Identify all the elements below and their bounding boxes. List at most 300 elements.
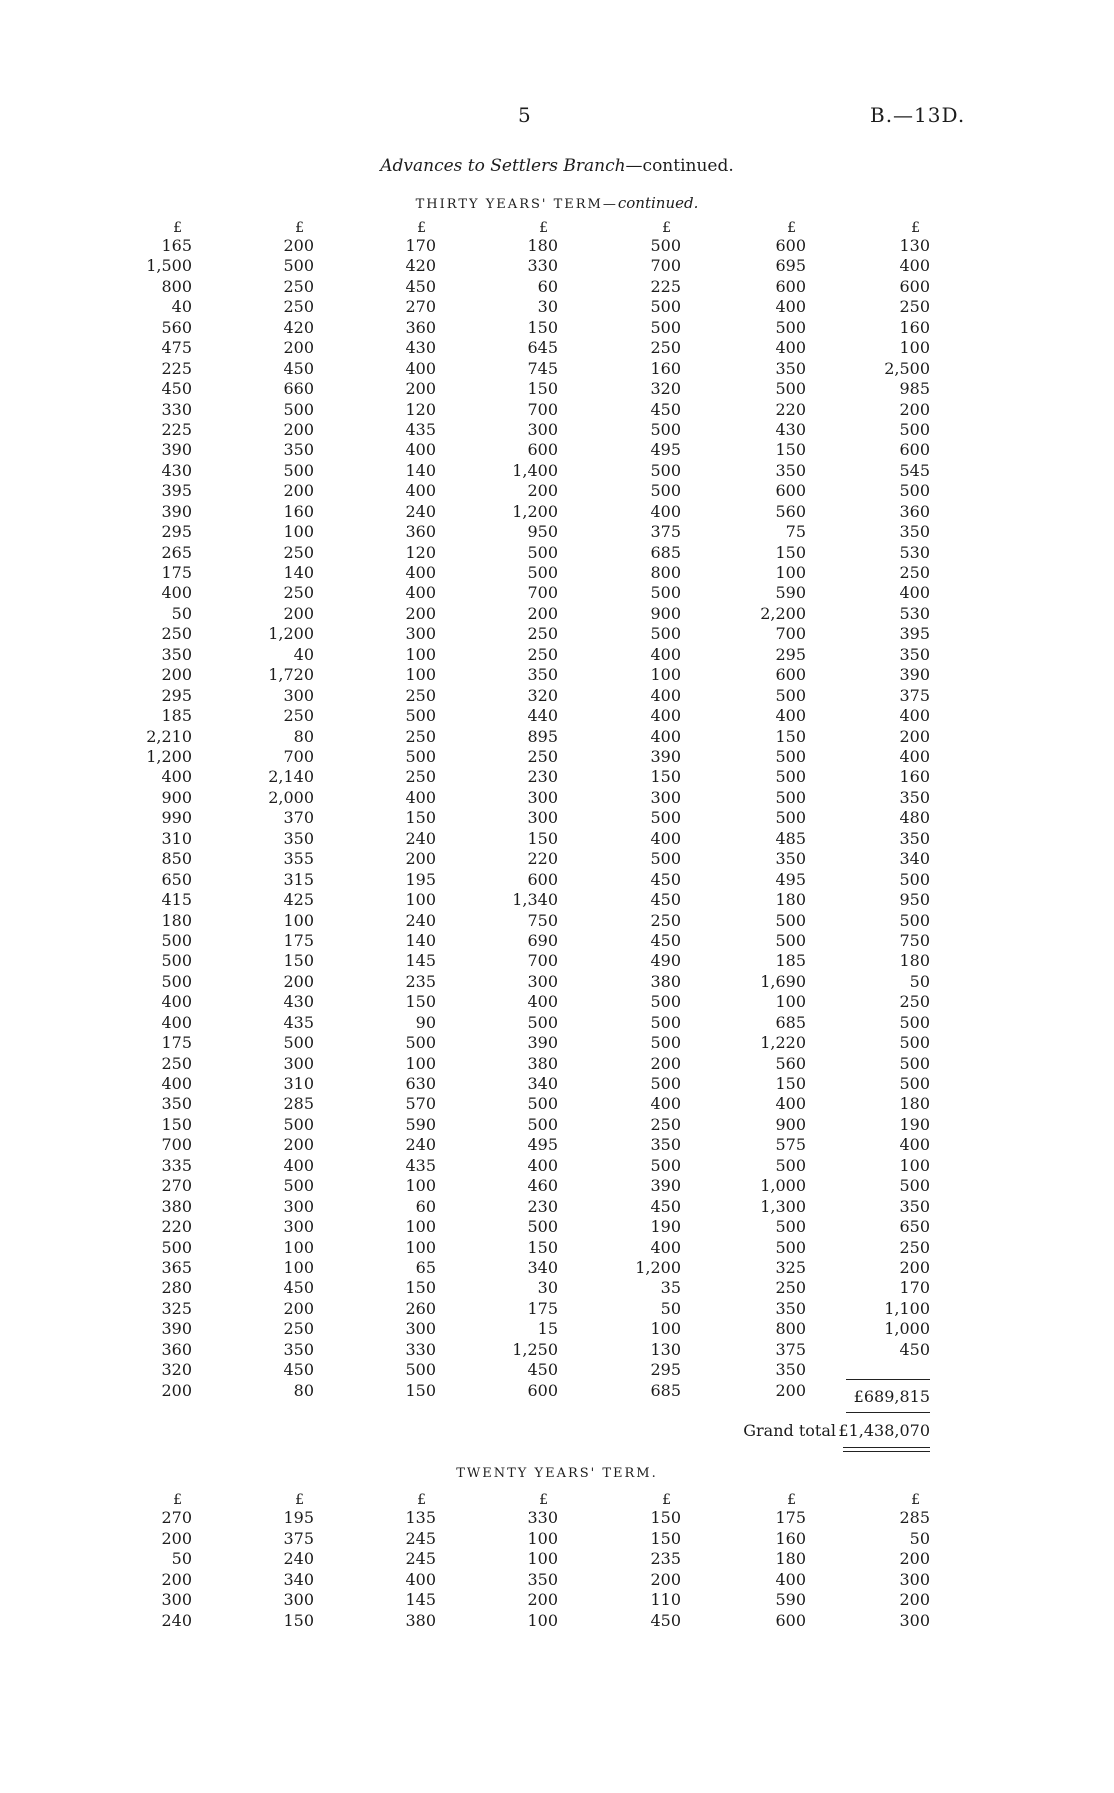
amount-cell: 400 (161, 767, 192, 787)
amount-cell: 400 (775, 297, 806, 317)
amount-cell: 30 (537, 297, 558, 317)
amount-cell: 350 (775, 1298, 806, 1318)
amount-cell: 335 (161, 1155, 192, 1175)
amount-cell: 750 (527, 910, 558, 930)
amount-cell: 245 (405, 1528, 436, 1548)
amount-cell: 485 (775, 828, 806, 848)
page-number: 5 (518, 103, 531, 127)
amount-cell: 150 (775, 1074, 806, 1094)
grand-total-top-rule (846, 1412, 930, 1413)
amount-cell: 200 (650, 1569, 681, 1589)
amount-cell: 250 (527, 624, 558, 644)
amount-cell: 250 (161, 624, 192, 644)
amount-cell: 230 (527, 1196, 558, 1216)
amount-cell: 340 (527, 1074, 558, 1094)
amount-cell: 400 (405, 358, 436, 378)
amount-cell: 500 (650, 297, 681, 317)
amount-cell: 1,200 (635, 1258, 681, 1277)
amount-cell: 500 (283, 256, 314, 276)
amount-cell: 50 (909, 971, 930, 991)
amount-cell: 200 (899, 1258, 930, 1277)
heading-title: Advances to Settlers Branch (380, 156, 626, 176)
amount-cell: 150 (283, 1611, 314, 1630)
amount-cell: 745 (527, 358, 558, 378)
amount-cell: 350 (650, 1135, 681, 1155)
grand-total-double-rule-2 (843, 1451, 930, 1452)
amount-cell: 2,140 (268, 767, 314, 787)
amount-cell: 1,250 (512, 1339, 558, 1359)
amount-cell: 250 (650, 910, 681, 930)
amount-cell: 40 (171, 297, 192, 317)
amount-cell: 360 (161, 1339, 192, 1359)
amount-cell: 400 (650, 828, 681, 848)
amount-cell: 90 (415, 1012, 436, 1032)
amount-cell: 160 (283, 501, 314, 521)
amount-cell: 300 (405, 624, 436, 644)
amount-cell: 695 (775, 256, 806, 276)
amount-cell: 500 (775, 910, 806, 930)
amount-cell: 250 (283, 706, 314, 726)
subtotal-rule (846, 1379, 930, 1380)
amount-cell: 160 (899, 767, 930, 787)
amount-cell: 250 (405, 685, 436, 705)
amount-cell: 495 (775, 869, 806, 889)
amount-cell: 150 (527, 828, 558, 848)
amount-cell: 150 (405, 992, 436, 1012)
amount-cell: 450 (283, 358, 314, 378)
amount-cell: 450 (405, 276, 436, 296)
amount-cell: 100 (650, 665, 681, 685)
amount-cell: 450 (283, 1278, 314, 1298)
amount-cell: 200 (161, 1380, 192, 1400)
amount-cell: 425 (283, 890, 314, 910)
amount-cell: 460 (527, 1176, 558, 1196)
amount-cell: 180 (899, 1094, 930, 1114)
grand-total-value: £1,438,070 (838, 1421, 930, 1440)
amount-cell: 150 (283, 951, 314, 971)
amount-cell: 100 (405, 665, 436, 685)
amount-cell: 600 (527, 440, 558, 460)
amount-cell: 350 (899, 1196, 930, 1216)
amount-cell: 360 (405, 317, 436, 337)
amount-cell: 400 (405, 583, 436, 603)
amount-cell: 140 (405, 930, 436, 950)
amount-cell: 200 (161, 665, 192, 685)
amount-cell: 480 (899, 808, 930, 828)
amount-cell: 200 (405, 849, 436, 869)
amount-cell: 500 (283, 1114, 314, 1134)
amount-cell: 285 (283, 1094, 314, 1114)
amount-cell: 690 (527, 930, 558, 950)
amount-cell: 50 (660, 1298, 681, 1318)
amount-cell: 250 (899, 1237, 930, 1257)
amount-cell: 500 (650, 992, 681, 1012)
amount-cell: 150 (527, 379, 558, 399)
amount-cell: 200 (283, 338, 314, 358)
amount-cell: 220 (161, 1217, 192, 1237)
currency-symbol: £ (295, 1492, 304, 1508)
amount-cell: 2,210 (146, 726, 192, 746)
amount-cell: 355 (283, 849, 314, 869)
amount-cell: 500 (650, 317, 681, 337)
amount-cell: 50 (171, 1549, 192, 1569)
amount-cell: 400 (650, 1237, 681, 1257)
amount-cell: 50 (909, 1528, 930, 1548)
amount-cell: 400 (775, 1094, 806, 1114)
amount-cell: 200 (527, 1590, 558, 1610)
amount-cell: 420 (405, 256, 436, 276)
amount-cell: 600 (527, 1380, 558, 1400)
amount-cell: 500 (527, 542, 558, 562)
amount-cell: 100 (283, 910, 314, 930)
amount-cell: 750 (899, 930, 930, 950)
amount-cell: 350 (899, 787, 930, 807)
amount-cell: 600 (775, 236, 806, 255)
amount-cell: 110 (650, 1590, 681, 1610)
amount-cell: 195 (283, 1508, 314, 1527)
amount-cell: 400 (899, 1135, 930, 1155)
amount-cell: 130 (650, 1339, 681, 1359)
amount-cell: 1,340 (512, 890, 558, 910)
amount-cell: 900 (161, 787, 192, 807)
amount-cell: 175 (775, 1508, 806, 1527)
amount-cell: 165 (161, 236, 192, 255)
amount-cell: 400 (405, 787, 436, 807)
amount-cell: 100 (405, 644, 436, 664)
amount-cell: 320 (650, 379, 681, 399)
amount-cell: 175 (161, 563, 192, 583)
amount-cell: 500 (775, 379, 806, 399)
amount-cell: 190 (899, 1114, 930, 1134)
amount-cell: 800 (775, 1319, 806, 1339)
amount-cell: 100 (527, 1528, 558, 1548)
amount-cell: 340 (283, 1569, 314, 1589)
amount-cell: 500 (650, 583, 681, 603)
amount-cell: 310 (283, 1074, 314, 1094)
amount-cell: 250 (283, 297, 314, 317)
twenty-years-heading: TWENTY YEARS' TERM. (456, 1466, 658, 1481)
amount-cell: 400 (650, 1094, 681, 1114)
amount-cell: 450 (161, 379, 192, 399)
thirty-heading-continued: continued. (617, 194, 699, 212)
amount-cell: 330 (161, 399, 192, 419)
amount-cell: 400 (650, 726, 681, 746)
amount-cell: 450 (899, 1339, 930, 1359)
amount-cell: 265 (161, 542, 192, 562)
amount-cell: 700 (527, 583, 558, 603)
amount-cell: 100 (283, 522, 314, 542)
amount-cell: 350 (527, 665, 558, 685)
amount-cell: 350 (899, 522, 930, 542)
amount-cell: 150 (650, 767, 681, 787)
amount-cell: 390 (650, 747, 681, 766)
amount-cell: 200 (283, 419, 314, 439)
amount-cell: 40 (293, 644, 314, 664)
amount-cell: 15 (537, 1319, 558, 1339)
amount-cell: 500 (650, 481, 681, 501)
amount-cell: 500 (161, 971, 192, 991)
amount-cell: 400 (405, 481, 436, 501)
amount-cell: 150 (650, 1528, 681, 1548)
amount-cell: 495 (650, 440, 681, 460)
amount-cell: 850 (161, 849, 192, 869)
amount-cell: 300 (283, 1590, 314, 1610)
amount-cell: 500 (527, 1094, 558, 1114)
amount-cell: 450 (650, 869, 681, 889)
amount-cell: 180 (161, 910, 192, 930)
amount-cell: 200 (899, 1549, 930, 1569)
amount-cell: 350 (775, 849, 806, 869)
amount-cell: 600 (527, 869, 558, 889)
amount-cell: 200 (283, 1298, 314, 1318)
grand-total-label: Grand total (743, 1421, 836, 1440)
amount-cell: 250 (650, 1114, 681, 1134)
amount-cell: 375 (775, 1339, 806, 1359)
amount-cell: 100 (899, 1155, 930, 1175)
amount-cell: 350 (527, 1569, 558, 1589)
amount-cell: 500 (775, 685, 806, 705)
amount-cell: 950 (899, 890, 930, 910)
amount-cell: 650 (161, 869, 192, 889)
amount-cell: 685 (650, 1380, 681, 1400)
amount-cell: 100 (899, 338, 930, 358)
amount-cell: 300 (650, 787, 681, 807)
amount-cell: 450 (527, 1360, 558, 1380)
amount-cell: 430 (405, 338, 436, 358)
amount-cell: 500 (650, 1012, 681, 1032)
amount-cell: 1,720 (268, 665, 314, 685)
amount-cell: 450 (283, 1360, 314, 1380)
amount-cell: 1,400 (512, 460, 558, 480)
amount-cell: 220 (527, 849, 558, 869)
amount-cell: 560 (775, 1053, 806, 1073)
amount-cell: 500 (775, 1155, 806, 1175)
amount-cell: 2,500 (884, 358, 930, 378)
amount-cell: 400 (161, 583, 192, 603)
amount-cell: 350 (161, 644, 192, 664)
amount-cell: 320 (527, 685, 558, 705)
amount-cell: 500 (283, 399, 314, 419)
amount-cell: 320 (161, 1360, 192, 1380)
amount-cell: 375 (283, 1528, 314, 1548)
amount-cell: 195 (405, 869, 436, 889)
amount-cell: 2,200 (760, 603, 806, 623)
amount-cell: 135 (405, 1508, 436, 1527)
amount-cell: 380 (650, 971, 681, 991)
amount-cell: 500 (650, 1155, 681, 1175)
amount-cell: 400 (650, 501, 681, 521)
amount-cell: 400 (899, 256, 930, 276)
amount-cell: 295 (775, 644, 806, 664)
amount-cell: 150 (405, 1278, 436, 1298)
amount-cell: 190 (650, 1217, 681, 1237)
amount-cell: 430 (283, 992, 314, 1012)
amount-cell: 435 (283, 1012, 314, 1032)
amount-cell: 295 (161, 685, 192, 705)
amount-cell: 390 (527, 1033, 558, 1053)
amount-cell: 500 (161, 951, 192, 971)
amount-cell: 160 (899, 317, 930, 337)
amount-cell: 500 (899, 910, 930, 930)
amount-cell: 225 (161, 419, 192, 439)
amount-cell: 300 (899, 1569, 930, 1589)
amount-cell: 600 (775, 1611, 806, 1630)
amount-cell: 100 (405, 890, 436, 910)
amount-cell: 250 (899, 297, 930, 317)
amount-cell: 560 (775, 501, 806, 521)
amount-cell: 285 (899, 1508, 930, 1527)
amount-cell: 65 (415, 1258, 436, 1277)
section-heading (0, 156, 1114, 176)
amount-cell: 500 (775, 747, 806, 766)
amount-cell: 140 (405, 460, 436, 480)
amount-cell: 150 (527, 1237, 558, 1257)
currency-symbol: £ (295, 220, 304, 236)
amount-cell: 900 (775, 1114, 806, 1134)
amount-cell: 530 (899, 603, 930, 623)
amount-cell: 380 (161, 1196, 192, 1216)
amount-cell: 300 (161, 1590, 192, 1610)
amount-cell: 1,300 (760, 1196, 806, 1216)
amount-cell: 600 (775, 481, 806, 501)
amount-cell: 400 (775, 1569, 806, 1589)
amount-cell: 415 (161, 890, 192, 910)
amount-cell: 100 (527, 1549, 558, 1569)
currency-symbol: £ (911, 1492, 920, 1508)
amount-cell: 450 (650, 399, 681, 419)
amount-cell: 590 (775, 583, 806, 603)
amount-cell: 175 (161, 1033, 192, 1053)
amount-cell: 200 (775, 1380, 806, 1400)
amount-cell: 120 (405, 399, 436, 419)
amount-cell: 500 (527, 563, 558, 583)
currency-symbol: £ (539, 1492, 548, 1508)
amount-cell: 180 (899, 951, 930, 971)
amount-cell: 1,100 (884, 1298, 930, 1318)
amount-cell: 390 (899, 665, 930, 685)
amount-cell: 250 (161, 1053, 192, 1073)
amount-cell: 500 (650, 808, 681, 828)
currency-symbol: £ (662, 220, 671, 236)
amount-cell: 30 (537, 1278, 558, 1298)
amount-cell: 560 (161, 317, 192, 337)
currency-symbol: £ (173, 220, 182, 236)
amount-cell: 500 (650, 419, 681, 439)
amount-cell: 250 (899, 563, 930, 583)
amount-cell: 250 (527, 644, 558, 664)
amount-cell: 700 (527, 951, 558, 971)
amount-cell: 280 (161, 1278, 192, 1298)
amount-cell: 800 (650, 563, 681, 583)
amount-cell: 225 (161, 358, 192, 378)
amount-cell: 200 (899, 726, 930, 746)
amount-cell: 80 (293, 726, 314, 746)
amount-cell: 600 (899, 440, 930, 460)
amount-cell: 500 (775, 1237, 806, 1257)
amount-cell: 950 (527, 522, 558, 542)
amount-cell: 435 (405, 1155, 436, 1175)
amount-cell: 390 (650, 1176, 681, 1196)
amount-cell: 400 (283, 1155, 314, 1175)
amount-cell: 400 (527, 1155, 558, 1175)
amount-cell: 400 (527, 992, 558, 1012)
amount-cell: 260 (405, 1298, 436, 1318)
amount-cell: 1,220 (760, 1033, 806, 1053)
amount-cell: 500 (899, 869, 930, 889)
amount-cell: 2,000 (268, 787, 314, 807)
amount-cell: 220 (775, 399, 806, 419)
amount-cell: 140 (283, 563, 314, 583)
amount-cell: 250 (527, 747, 558, 766)
amount-cell: 360 (405, 522, 436, 542)
amount-cell: 175 (283, 930, 314, 950)
amount-cell: 185 (775, 951, 806, 971)
amount-cell: 390 (161, 440, 192, 460)
amount-cell: 400 (775, 338, 806, 358)
amount-cell: 300 (527, 971, 558, 991)
currency-symbol: £ (417, 220, 426, 236)
amount-cell: 250 (283, 542, 314, 562)
amount-cell: 350 (899, 644, 930, 664)
amount-cell: 240 (283, 1549, 314, 1569)
amount-cell: 270 (161, 1176, 192, 1196)
amount-cell: 100 (650, 1319, 681, 1339)
amount-cell: 100 (405, 1053, 436, 1073)
amount-cell: 700 (775, 624, 806, 644)
amount-cell: 235 (405, 971, 436, 991)
amount-cell: 500 (527, 1114, 558, 1134)
amount-cell: 100 (775, 563, 806, 583)
amount-cell: 450 (650, 1611, 681, 1630)
amount-cell: 295 (161, 522, 192, 542)
amount-cell: 370 (283, 808, 314, 828)
amount-cell: 130 (899, 236, 930, 255)
amount-cell: 500 (527, 1012, 558, 1032)
heading-suffix: —continued. (625, 156, 734, 176)
amount-cell: 200 (899, 399, 930, 419)
amount-cell: 160 (650, 358, 681, 378)
amount-cell: 250 (775, 1278, 806, 1298)
amount-cell: 175 (527, 1298, 558, 1318)
amount-cell: 500 (650, 1074, 681, 1094)
subtotal-value: £689,815 (853, 1387, 930, 1406)
amount-cell: 200 (161, 1569, 192, 1589)
amount-cell: 985 (899, 379, 930, 399)
amount-cell: 500 (899, 419, 930, 439)
amount-cell: 330 (405, 1339, 436, 1359)
amount-cell: 475 (161, 338, 192, 358)
amount-cell: 80 (293, 1380, 314, 1400)
amount-cell: 325 (775, 1258, 806, 1277)
amount-cell: 295 (650, 1360, 681, 1380)
amount-cell: 500 (899, 1176, 930, 1196)
amount-cell: 240 (161, 1611, 192, 1630)
currency-symbol: £ (173, 1492, 182, 1508)
amount-cell: 310 (161, 828, 192, 848)
amount-cell: 500 (775, 930, 806, 950)
amount-cell: 250 (899, 992, 930, 1012)
amount-cell: 400 (161, 1012, 192, 1032)
amount-cell: 150 (405, 1380, 436, 1400)
document-reference: B.—13D. (870, 103, 966, 127)
amount-cell: 390 (161, 501, 192, 521)
amount-cell: 170 (899, 1278, 930, 1298)
amount-cell: 100 (405, 1176, 436, 1196)
amount-cell: 170 (405, 236, 436, 255)
amount-cell: 500 (283, 1033, 314, 1053)
thirty-years-heading (0, 194, 1114, 212)
amount-cell: 350 (283, 1339, 314, 1359)
